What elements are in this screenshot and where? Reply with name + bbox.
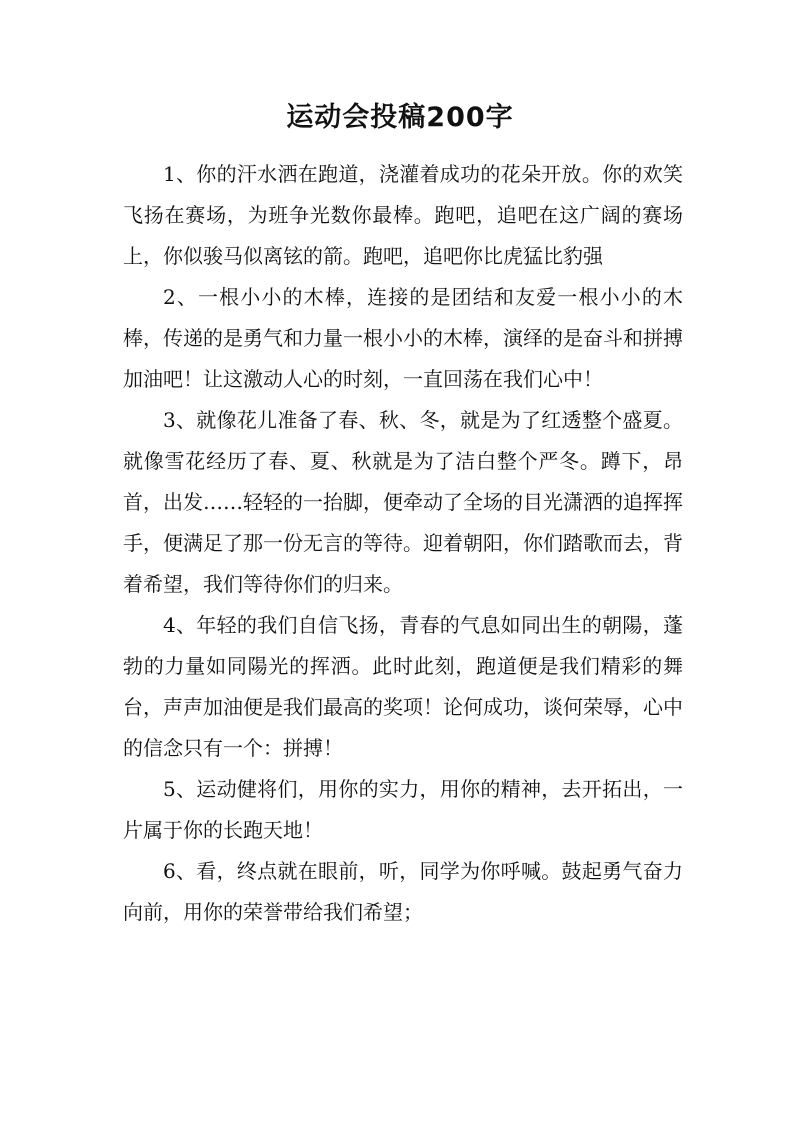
paragraph-5: 5、运动健将们，用你的实力，用你的精神，去开拓出，一片属于你的长跑天地！: [123, 777, 683, 842]
paragraph-6: 6、看，终点就在眼前，听，同学为你呼喊。鼓起勇气奋力向前，用你的荣誉带给我们希望；: [123, 859, 683, 924]
paragraph-1: 1、你的汗水洒在跑道，浇灌着成功的花朵开放。你的欢笑飞扬在赛场，为班争光数你最棒。跑吧，追吧在这广阔的赛场上，你似骏马似离铉的箭。跑吧，追吧你比虎猛比豹强: [123, 162, 683, 268]
document-body: [123, 154, 683, 933]
paragraph-4: 4、年轻的我们自信飞扬，青春的气息如同出生的朝陽，蓬勃的力量如同陽光的挥洒。此时此刻，跑道便是我们精彩的舞台，声声加油便是我们最高的奖项！论何成功，谈何荣辱，心中的信念只有一个：拼搏！: [123, 613, 683, 760]
paragraph-3: 3、就像花儿准备了春、秋、冬，就是为了红透整个盛夏。就像雪花经历了春、夏、秋就是为了洁白整个严冬。蹲下，昂首，出发……轻轻的一抬脚，便牵动了全场的目光潇洒的追挥挥手，便满足了那一份无言的等待。迎着朝阳，你们踏歌而去，背着希望，我们等待你们的归来。: [123, 408, 683, 596]
document-title: 运动会投稿200字: [286, 102, 514, 133]
paragraph-2: 2、一根小小的木棒，连接的是团结和友爱一根小小的木棒，传递的是勇气和力量一根小小的木棒，演绎的是奋斗和拼搏加油吧！让这激动人心的时刻，一直回荡在我们心中！: [123, 285, 683, 391]
